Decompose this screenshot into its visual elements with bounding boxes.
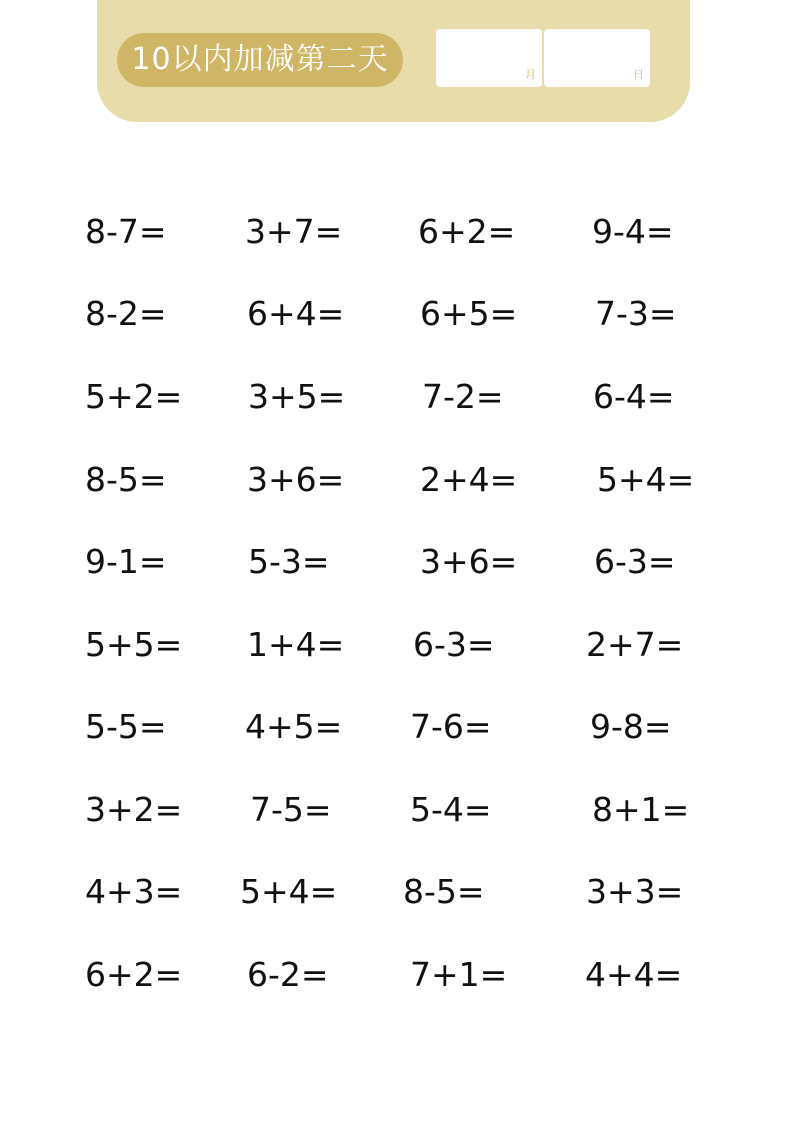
- math-problem: 9-8=: [590, 707, 672, 746]
- math-problem: 9-4=: [592, 212, 674, 251]
- math-problem: 7+1=: [410, 955, 508, 994]
- math-problem: 5-3=: [248, 542, 330, 581]
- math-problem: 6-4=: [593, 377, 675, 416]
- math-problem: 5-5=: [85, 707, 167, 746]
- math-problem: 7-5=: [250, 790, 332, 829]
- math-problem: 8-2=: [85, 294, 167, 333]
- math-problem: 3+6=: [247, 460, 345, 499]
- math-problem: 9-1=: [85, 542, 167, 581]
- math-problem: 3+5=: [248, 377, 346, 416]
- math-problem: 5-4=: [410, 790, 492, 829]
- math-problem: 6+2=: [85, 955, 183, 994]
- math-problem: 7-3=: [595, 294, 677, 333]
- math-problem: 7-6=: [410, 707, 492, 746]
- day-unit-label: 日: [633, 68, 644, 81]
- math-problem: 6-3=: [594, 542, 676, 581]
- math-problem: 8-7=: [85, 212, 167, 251]
- math-problem: 6+4=: [247, 294, 345, 333]
- math-problem: 6-3=: [413, 625, 495, 664]
- math-problem: 2+4=: [420, 460, 518, 499]
- math-problem: 4+5=: [245, 707, 343, 746]
- math-problem: 8-5=: [403, 872, 485, 911]
- math-problem: 6-2=: [247, 955, 329, 994]
- math-problem: 8-5=: [85, 460, 167, 499]
- math-problem: 3+3=: [586, 872, 684, 911]
- math-problem: 2+7=: [586, 625, 684, 664]
- month-unit-label: 月: [525, 68, 536, 81]
- math-problem: 5+4=: [597, 460, 695, 499]
- math-problem: 1+4=: [247, 625, 345, 664]
- math-problem: 3+7=: [245, 212, 343, 251]
- worksheet-title: 10以内加减第二天: [117, 33, 403, 87]
- math-problem: 3+6=: [420, 542, 518, 581]
- math-problem: 6+5=: [420, 294, 518, 333]
- math-problem: 5+4=: [240, 872, 338, 911]
- math-problem: 8+1=: [592, 790, 690, 829]
- math-problem: 5+2=: [85, 377, 183, 416]
- math-problem: 5+5=: [85, 625, 183, 664]
- math-problem: 4+4=: [585, 955, 683, 994]
- math-problem: 3+2=: [85, 790, 183, 829]
- math-problem: 4+3=: [85, 872, 183, 911]
- math-problem: 7-2=: [422, 377, 504, 416]
- math-problem: 6+2=: [418, 212, 516, 251]
